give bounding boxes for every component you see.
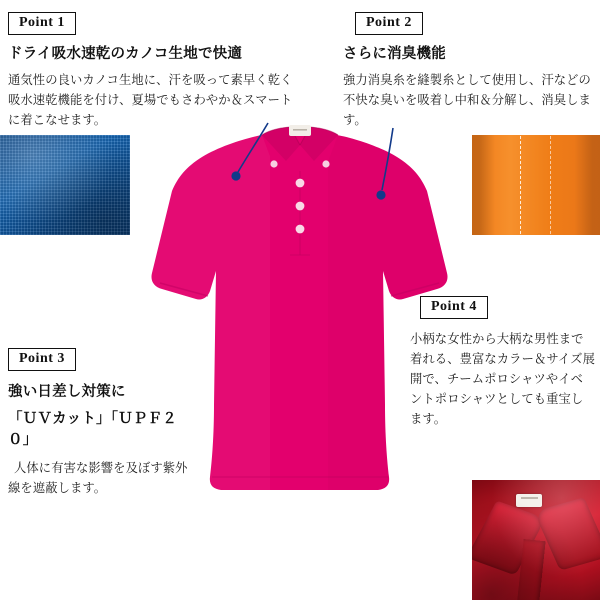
collar-right-shape — [534, 497, 600, 570]
polo-shirt-illustration — [150, 105, 450, 575]
brand-neck-label — [516, 494, 542, 507]
point-2-text — [343, 44, 593, 131]
point-3-heading-line-2: 「ＵＶカット」「ＵＰＦ２０」 — [8, 411, 178, 449]
point-3-heading-line-1: 強い日差し対策に — [8, 384, 126, 400]
point-4-body: 小柄な女性から大柄な男性まで着れる、豊富なカラー＆サイズ展開で、チームポロシャツやイベントポロシャツとしても重宝します。 — [410, 332, 595, 426]
collar-left-shape — [472, 501, 546, 576]
stitch-line-icon — [550, 135, 551, 235]
swatch-orange-stitch-fabric — [472, 135, 600, 235]
placket-shape — [516, 539, 545, 600]
swatch-blue-pique-fabric — [0, 135, 130, 235]
point-4-badge: Point 4 — [420, 296, 488, 319]
point-2-heading: さらに消臭機能 — [343, 46, 446, 62]
point-2-body: 強力消臭糸を縫製糸として使用し、汗などの不快な臭いを吸着し中和＆分解し、消臭します。 — [343, 73, 591, 127]
point-1-text — [8, 44, 298, 131]
point-3-badge: Point 3 — [8, 348, 76, 371]
point-3-text — [8, 382, 188, 499]
point-2-badge: Point 2 — [355, 12, 423, 35]
point-1-body: 通気性の良いカノコ生地に、汗を吸って素早く乾く吸水速乾機能を付け、夏場でもさわやか＆スマートに着こなせます。 — [8, 73, 293, 127]
swatch-red-polo-photo — [472, 480, 600, 600]
point-4-text — [410, 330, 595, 430]
point-3-body: 人体に有害な影響を及ぼす紫外線を遮蔽します。 — [8, 461, 188, 495]
stitch-line-icon — [520, 135, 521, 235]
point-1-heading: ドライ吸水速乾のカノコ生地で快適 — [8, 46, 243, 62]
point-1-badge: Point 1 — [8, 12, 76, 35]
